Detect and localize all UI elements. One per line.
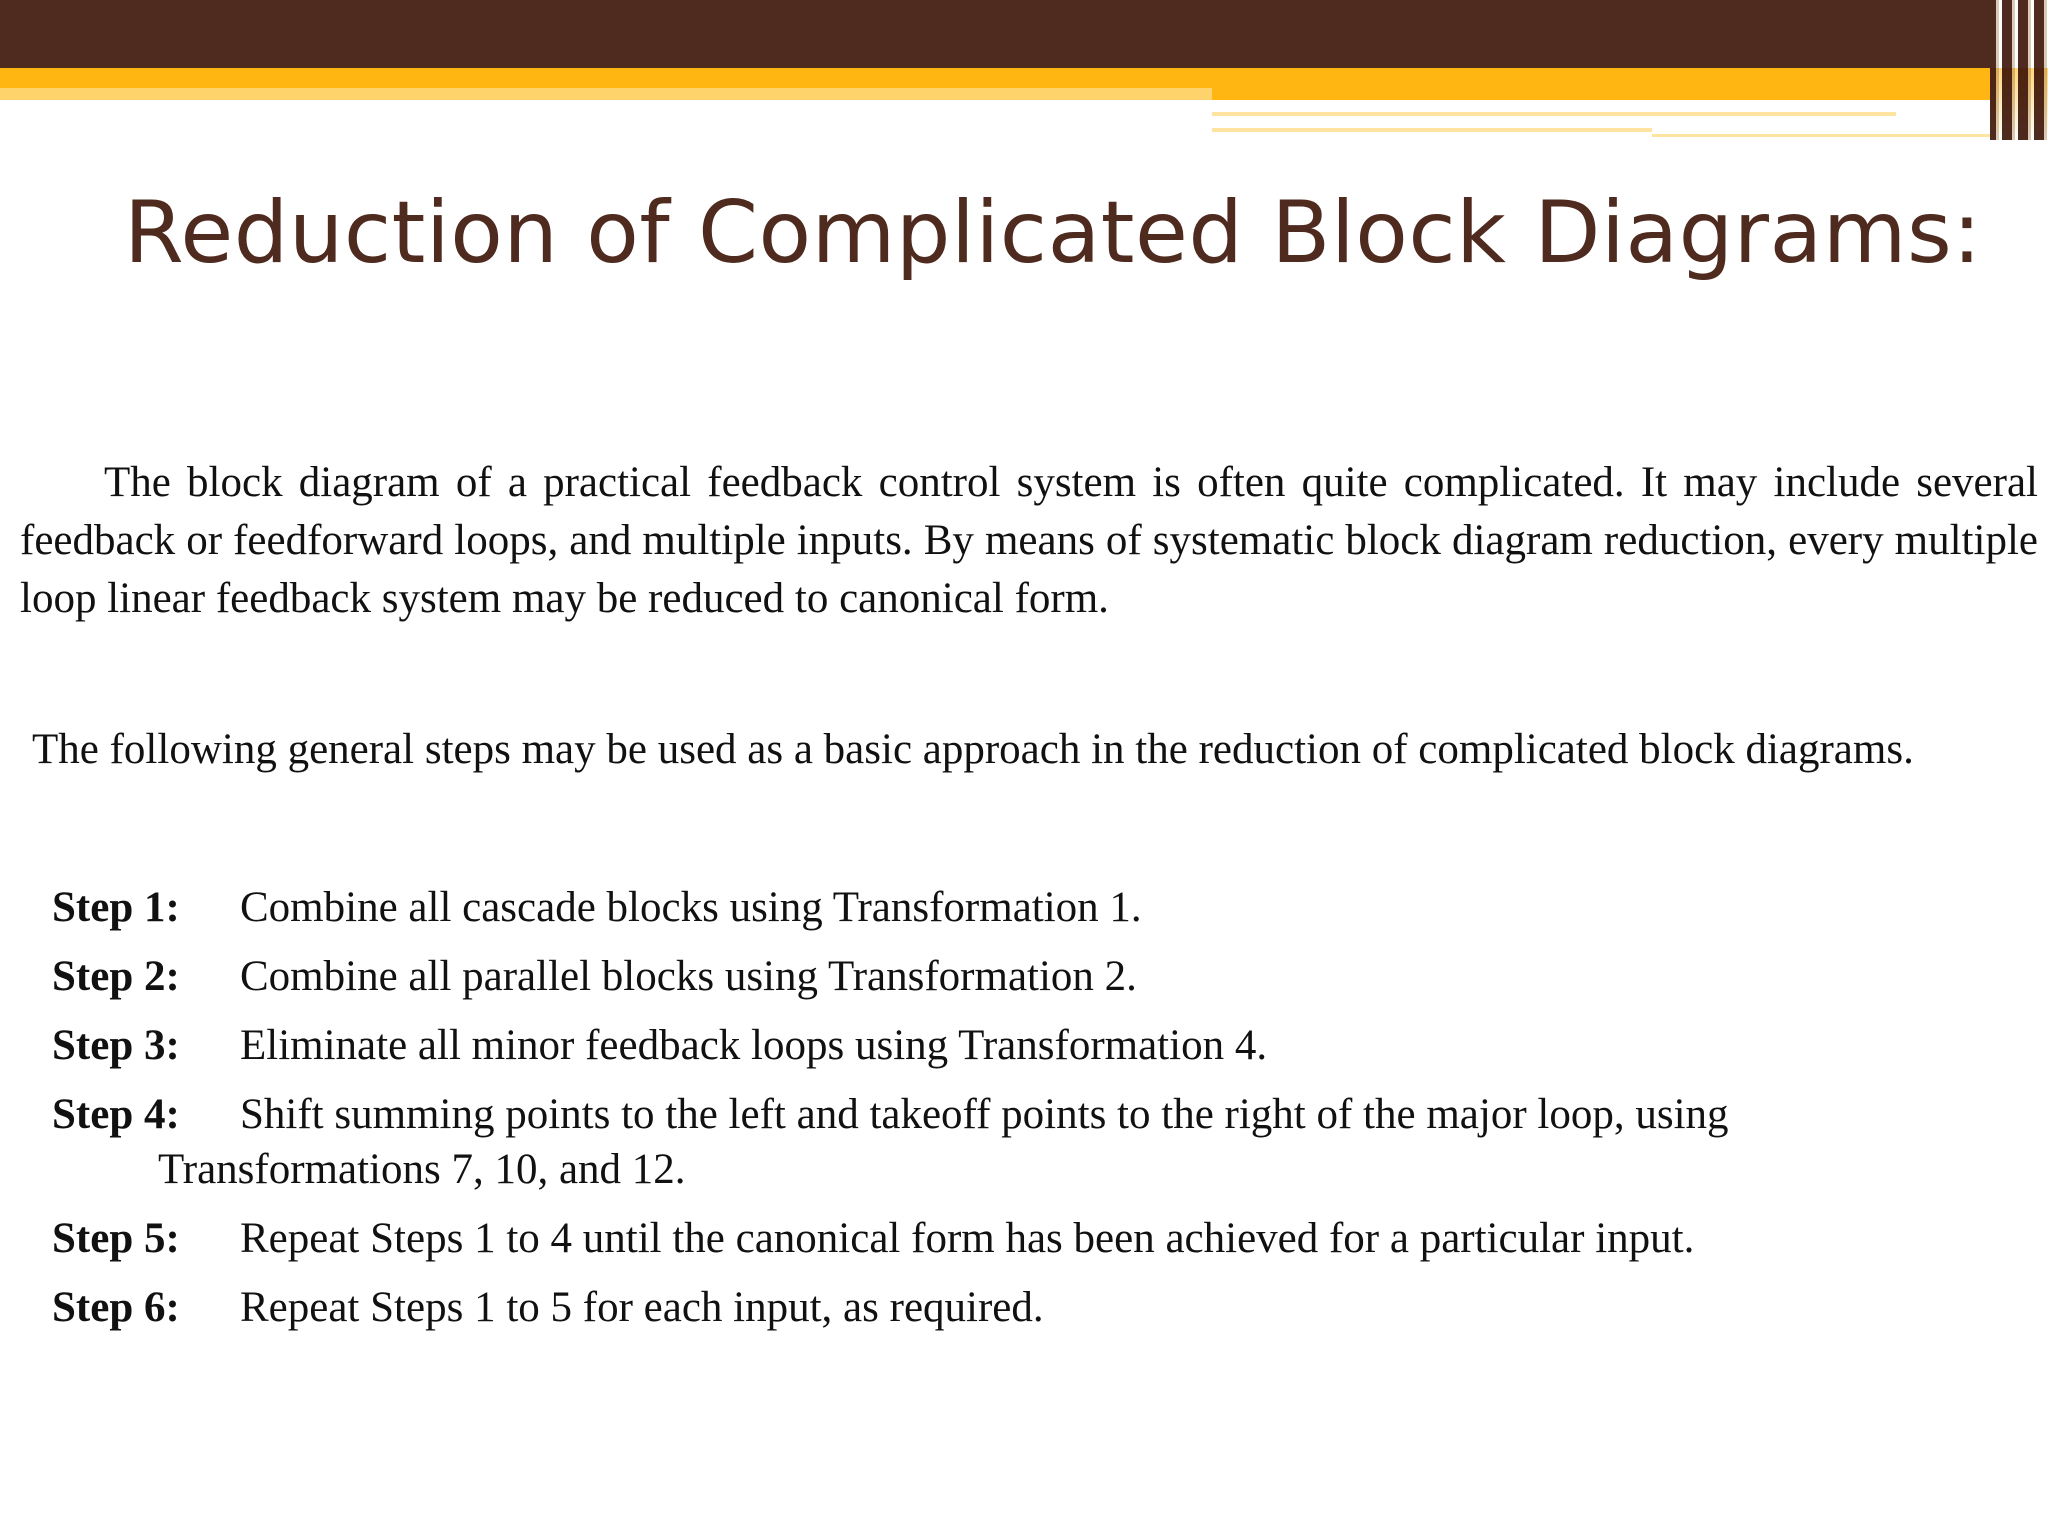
step-item — [52, 1018, 2002, 1073]
header-bar-gold-light — [0, 88, 1212, 100]
step-item — [52, 1280, 2002, 1335]
intro-paragraph — [20, 454, 2038, 628]
header-accent-line — [1652, 134, 1992, 137]
step-label: Step 5: — [52, 1215, 180, 1262]
step-text: Combine all parallel blocks using Transformation 2. — [240, 953, 1137, 1000]
header-bar-brown — [0, 0, 2048, 68]
header-accent-line — [1212, 112, 1896, 116]
step-label: Step 6: — [52, 1284, 180, 1331]
header-accent-line — [1212, 128, 1652, 132]
step-text: Combine all cascade blocks using Transformation 1. — [240, 884, 1142, 931]
step-item — [52, 1087, 2002, 1197]
steps-intro-paragraph: The following general steps may be used as a basic approach in the reduction of complicated block diagrams. — [32, 726, 1914, 773]
step-item — [52, 949, 2002, 1004]
step-text: Shift summing points to the left and takeoff points to the right of the major loop, using — [240, 1091, 1729, 1138]
step-label: Step 3: — [52, 1022, 180, 1069]
step-label: Step 4: — [52, 1091, 180, 1138]
step-text: Repeat Steps 1 to 4 until the canonical form has been achieved for a particular input. — [240, 1215, 1695, 1262]
step-label: Step 1: — [52, 884, 180, 931]
step-text: Repeat Steps 1 to 5 for each input, as required. — [240, 1284, 1044, 1331]
step-label: Step 2: — [52, 953, 180, 1000]
step-item — [52, 1211, 2002, 1266]
header-bar-gold — [0, 68, 1990, 88]
header-corner-fade — [1990, 68, 2048, 140]
intro-paragraph-text: The block diagram of a practical feedback control system is often quite complicated. It may include several feedback or feedforward loops, and multiple inputs. By means of systematic block diagram reduction, every multiple loop linear feedback system may be reduced to canonical form. — [20, 459, 2038, 622]
steps-list — [52, 880, 2002, 1349]
step-text-continuation: Transformations 7, 10, and 12. — [158, 1146, 686, 1193]
step-text: Eliminate all minor feedback loops using Transformation 4. — [240, 1022, 1268, 1069]
step-item — [52, 880, 2002, 935]
slide-title: Reduction of Complicated Block Diagrams: — [124, 183, 1982, 283]
header-bar-gold-right — [1212, 88, 1992, 100]
